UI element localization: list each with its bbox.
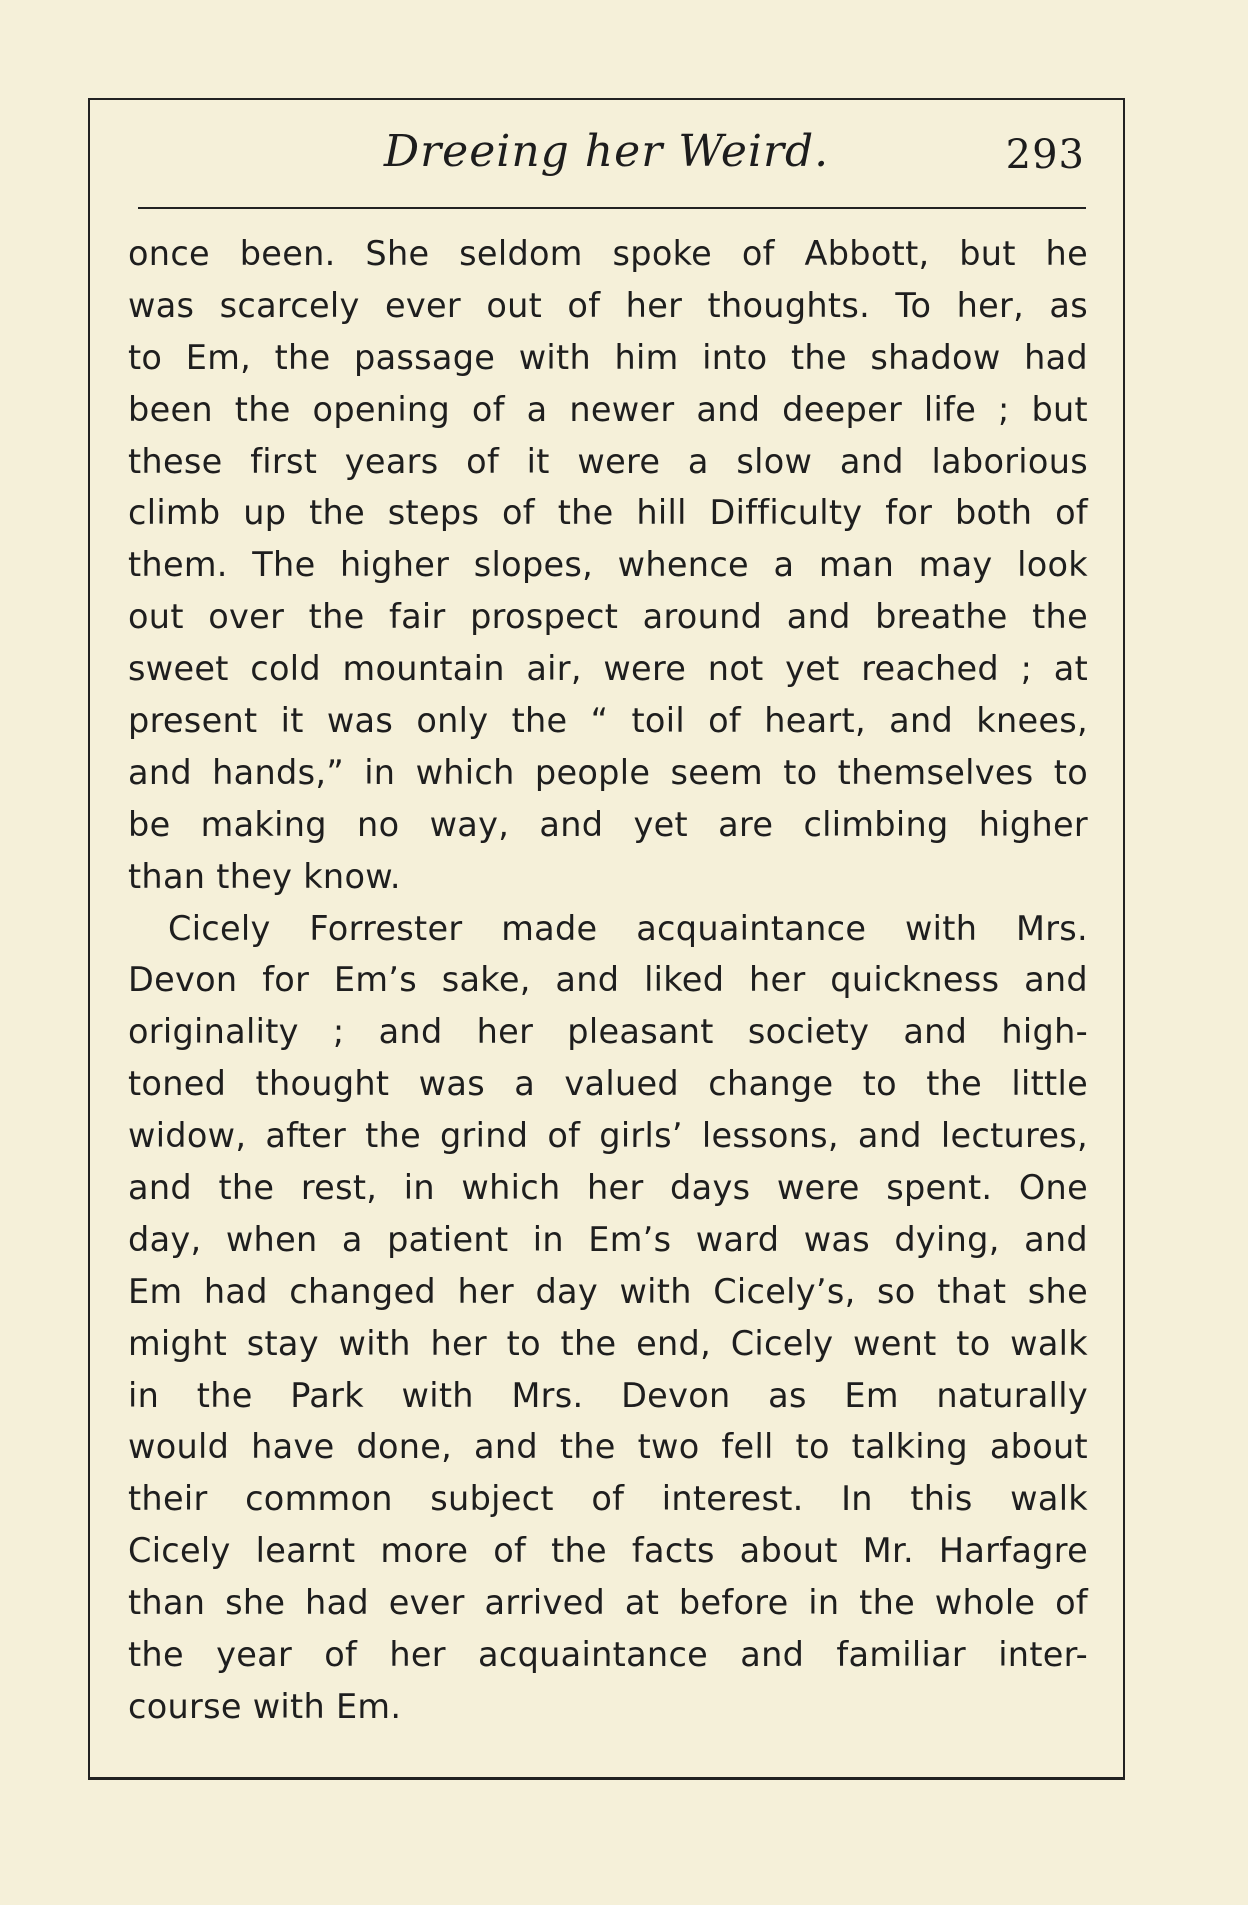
text-line: Em had changed her day with Cicely’s, so that she [128,1271,1088,1311]
page-header [88,118,1125,188]
text-line: be making no way, and yet are climbing higher [128,804,1088,844]
text-line: Cicely learnt more of the facts about Mr. Harfagre [128,1531,1088,1571]
text-line: their common subject of interest. In this walk [128,1479,1088,1519]
paragraph-start-line: Cicely Forrester made acquaintance with Mrs. [168,908,1088,948]
text-line: once been. She seldom spoke of Abbott, but he [128,234,1088,273]
page-number: 293 [1005,132,1085,178]
text-line: present it was only the “ toil of heart, and knees, [128,701,1088,741]
text-line: and hands,” in which people seem to themselves to [128,752,1088,792]
text-line: Devon for Em’s sake, and liked her quickness and [128,960,1088,1000]
text-line: these first years of it were a slow and laborious [128,441,1088,481]
text-line: to Em, the passage with him into the shadow had [128,337,1088,377]
body-text [128,228,1088,1733]
text-line: them. The higher slopes, whence a man may look [128,545,1088,585]
text-line: than she had ever arrived at before in the whole of [128,1583,1088,1623]
text-line: sweet cold mountain air, were not yet reached ; at [128,649,1088,689]
text-line: originality ; and her pleasant society and high- [128,1012,1088,1052]
text-line: might stay with her to the end, Cicely went to walk [128,1323,1088,1363]
text-line: out over the fair prospect around and breathe the [128,597,1088,637]
text-line: climb up the steps of the hill Difficulty for both of [128,493,1088,533]
text-line: was scarcely ever out of her thoughts. To her, as [128,285,1088,325]
text-line: widow, after the grind of girls’ lessons, and lectures, [128,1116,1088,1156]
text-line: toned thought was a valued change to the little [128,1064,1088,1104]
text-line: the year of her acquaintance and familiar inter- [128,1635,1088,1675]
text-line: in the Park with Mrs. Devon as Em naturally [128,1375,1088,1415]
paragraph-end-line: course with Em. [128,1686,402,1726]
text-line: and the rest, in which her days were spent. One [128,1168,1088,1208]
header-rule [138,207,1086,209]
running-title: Dreeing her Weird. [383,126,830,177]
text-line: been the opening of a newer and deeper life ; but [128,389,1088,429]
text-line: day, when a patient in Em’s ward was dying, and [128,1219,1088,1259]
text-line: would have done, and the two fell to talking about [128,1427,1088,1467]
paragraph-end-line: than they know. [128,856,401,896]
